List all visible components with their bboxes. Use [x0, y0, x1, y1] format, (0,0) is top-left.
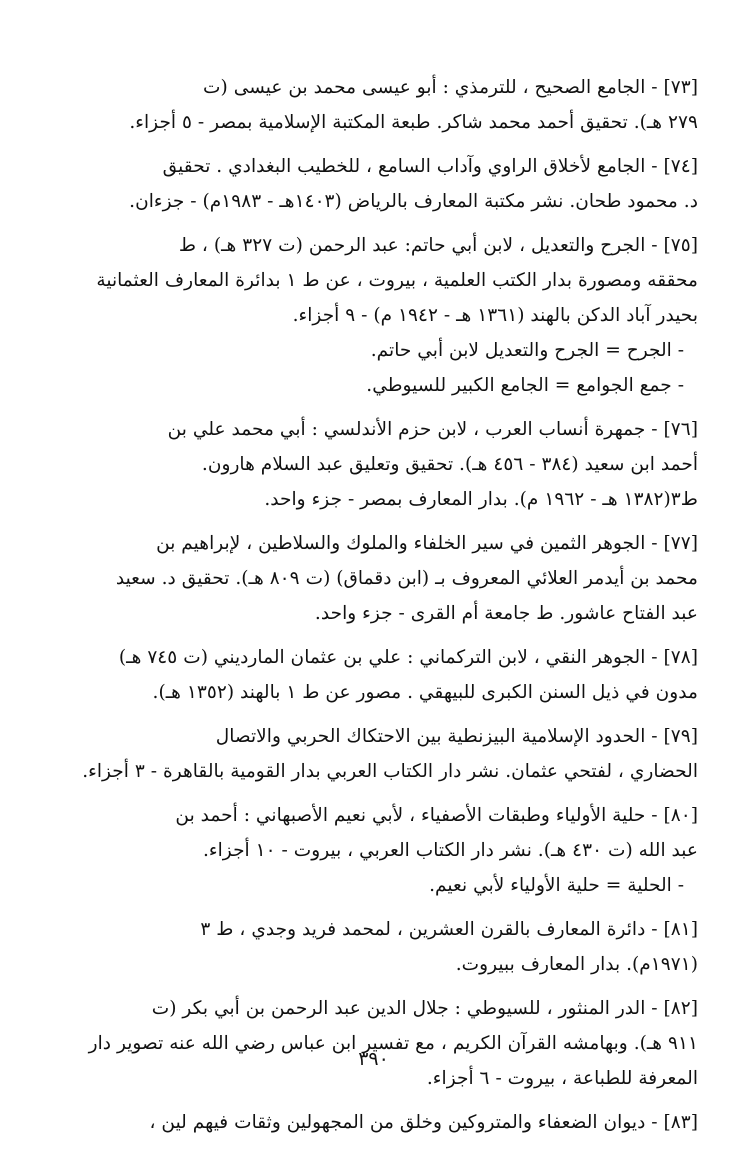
entry-line: [٨٠] - حلية الأولياء وطبقات الأصفياء ، لأبي نعيم الأصبهاني : أحمد بن: [175, 805, 698, 826]
entry-line: (١٩٧١م). بدار المعارف ببيروت.: [455, 954, 698, 975]
bibliography-entry-82: [58, 991, 698, 1096]
entry-line: [٧٧] - الجوهر الثمين في سير الخلفاء والملوك والسلاطين ، لإبراهيم بن: [156, 533, 698, 554]
bibliography-entry-79: [58, 719, 698, 789]
bibliography-entry-83: [58, 1105, 698, 1140]
entry-line: [٧٩] - الحدود الإسلامية البيزنطية بين الاحتكاك الحربي والاتصال: [215, 726, 698, 747]
entry-line: عبد الله (ت ٤٣٠ هـ). نشر دار الكتاب العربي ، بيروت - ١٠ أجزاء.: [202, 840, 698, 861]
entry-line: [٨٣] - ديوان الضعفاء والمتروكين وخلق من المجهولين وثقات فيهم لين ،: [149, 1112, 698, 1133]
entry-line: محققه ومصورة بدار الكتب العلمية ، بيروت ، عن ط ١ بدائرة المعارف العثمانية: [96, 270, 698, 291]
entry-subnote: - الجرح = الجرح والتعديل لابن أبي حاتم.: [370, 340, 684, 361]
bibliography-entry-76: [58, 412, 698, 517]
entry-line: ٢٧٩ هـ). تحقيق أحمد محمد شاكر. طبعة المكتبة الإسلامية بمصر - ٥ أجزاء.: [129, 112, 698, 133]
entry-line: [٧٤] - الجامع لأخلاق الراوي وآداب السامع ، للخطيب البغدادي . تحقيق: [162, 156, 698, 177]
bibliography-entry-81: [58, 912, 698, 982]
bibliography-entry-77: [58, 526, 698, 631]
entry-line: ط٣(١٣٨٢ هـ - ١٩٦٢ م). بدار المعارف بمصر - جزء واحد.: [264, 489, 698, 510]
entry-line: المعرفة للطباعة ، بيروت - ٦ أجزاء.: [426, 1068, 698, 1089]
entry-line: [٨١] - دائرة المعارف بالقرن العشرين ، لمحمد فريد وجدي ، ط ٣: [200, 919, 698, 940]
bibliography-entry-73: [58, 70, 698, 140]
entry-line: ٩١١ هـ). وبهامشه القرآن الكريم ، مع تفسير ابن عباس رضي الله عنه تصوير دار: [88, 1033, 698, 1054]
entry-line: [٧٣] - الجامع الصحيح ، للترمذي : أبو عيسى محمد بن عيسى (ت: [203, 77, 698, 98]
page-body: [58, 70, 698, 1149]
page-number: ٣٩٠: [358, 1048, 389, 1070]
entry-line: مدون في ذيل السنن الكبرى للبيهقي . مصور عن ط ١ بالهند (١٣٥٢ هـ).: [152, 682, 698, 703]
entry-line: [٨٢] - الدر المنثور ، للسيوطي : جلال الدين عبد الرحمن بن أبي بكر (ت: [151, 998, 698, 1019]
entry-line: عبد الفتاح عاشور. ط جامعة أم القرى - جزء واحد.: [314, 603, 698, 624]
entry-line: محمد بن أيدمر العلائي المعروف بـ (ابن دقماق) (ت ٨٠٩ هـ). تحقيق د. سعيد: [115, 568, 698, 589]
entry-line: بحيدر آباد الدكن بالهند (١٣٦١ هـ - ١٩٤٢ م) - ٩ أجزاء.: [292, 305, 698, 326]
bibliography-entry-78: [58, 640, 698, 710]
entry-subnote: - جمع الجوامع = الجامع الكبير للسيوطي.: [366, 375, 684, 396]
entry-line: د. محمود طحان. نشر مكتبة المعارف بالرياض (١٤٠٣هـ - ١٩٨٣م) - جزءان.: [129, 191, 698, 212]
bibliography-entry-80: [58, 798, 698, 903]
entry-line: الحضاري ، لفتحي عثمان. نشر دار الكتاب العربي بدار القومية بالقاهرة - ٣ أجزاء.: [82, 761, 698, 782]
bibliography-entry-74: [58, 149, 698, 219]
entry-line: [٧٦] - جمهرة أنساب العرب ، لابن حزم الأندلسي : أبي محمد علي بن: [167, 419, 698, 440]
bibliography-entry-75: [58, 228, 698, 403]
entry-line: [٧٥] - الجرح والتعديل ، لابن أبي حاتم: عبد الرحمن (ت ٣٢٧ هـ) ، ط: [178, 235, 698, 256]
entry-subnote: - الحلية = حلية الأولياء لأبي نعيم.: [429, 875, 684, 896]
entry-line: أحمد ابن سعيد (٣٨٤ - ٤٥٦ هـ). تحقيق وتعليق عبد السلام هارون.: [201, 454, 698, 475]
entry-line: [٧٨] - الجوهر النقي ، لابن التركماني : علي بن عثمان المارديني (ت ٧٤٥ هـ): [118, 647, 698, 668]
